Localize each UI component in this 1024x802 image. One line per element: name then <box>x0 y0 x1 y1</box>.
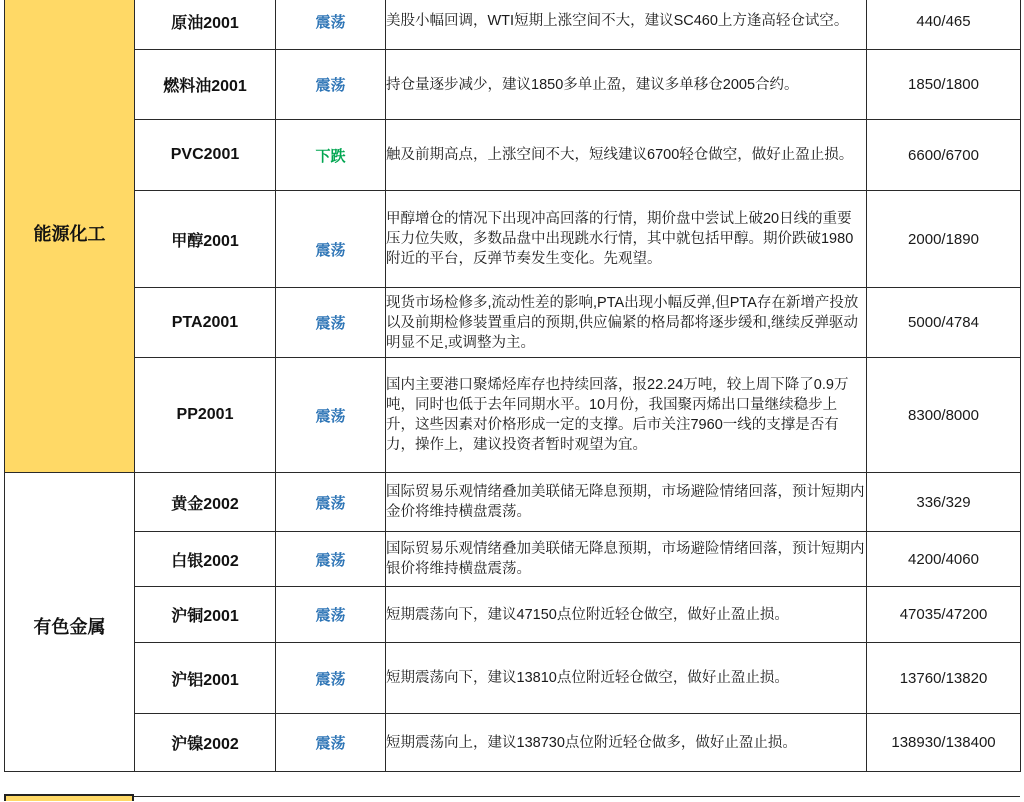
table-row <box>5 0 1021 50</box>
product-name: 沪铜2001 <box>135 587 276 643</box>
trend-label: 震荡 <box>276 288 386 358</box>
futures-advice-table <box>4 0 1021 772</box>
advice-text: 持仓量逐步减少，建议1850多单止盈，建议多单移仓2005合约。 <box>386 50 867 120</box>
table-row <box>5 120 1021 191</box>
trend-label: 震荡 <box>276 50 386 120</box>
advice-text: 国内主要港口聚烯烃库存也持续回落，报22.24万吨，较上周下降了0.9万吨，同时也低于去年同期水平。10月份，我国聚丙烯出口量继续稳步上升，这些因素对价格形成一定的支撑。后市关注7960一线的支撑是否有力，操作上，建议投资者暂时观望为宜。 <box>386 358 867 473</box>
product-name: 沪铝2001 <box>135 643 276 714</box>
price-range: 5000/4784 <box>867 288 1021 358</box>
advice-text: 现货市场检修多,流动性差的影响,PTA出现小幅反弹,但PTA存在新增产投放以及前期检修装置重启的预期,供应偏紧的格局都将逐步缓和,继续反弹驱动明显不足,或调整为主。 <box>386 288 867 358</box>
product-name: PVC2001 <box>135 120 276 191</box>
section-label-energy-chem: 能源化工 <box>5 0 135 473</box>
advice-text: 美股小幅回调，WTI短期上涨空间不大，建议SC460上方逢高轻仓试空。 <box>386 0 867 50</box>
price-range: 138930/138400 <box>867 714 1021 772</box>
product-name: 黄金2002 <box>135 473 276 532</box>
price-range: 13760/13820 <box>867 643 1021 714</box>
table-row <box>5 714 1021 772</box>
price-range: 440/465 <box>867 0 1021 50</box>
section-label-nonferrous: 有色金属 <box>5 473 135 772</box>
product-name: PTA2001 <box>135 288 276 358</box>
price-range: 6600/6700 <box>867 120 1021 191</box>
price-range: 8300/8000 <box>867 358 1021 473</box>
table-row <box>5 587 1021 643</box>
price-range: 1850/1800 <box>867 50 1021 120</box>
price-range: 4200/4060 <box>867 532 1021 587</box>
table-row <box>5 288 1021 358</box>
advice-text: 国际贸易乐观情绪叠加美联储无降息预期，市场避险情绪回落，预计短期内金价将维持横盘震荡。 <box>386 473 867 532</box>
trend-label: 震荡 <box>276 587 386 643</box>
next-row-edge <box>134 796 1020 802</box>
table-row <box>5 358 1021 473</box>
product-name: 沪镍2002 <box>135 714 276 772</box>
product-name: PP2001 <box>135 358 276 473</box>
product-name: 甲醇2001 <box>135 191 276 288</box>
trend-label: 震荡 <box>276 0 386 50</box>
price-range: 336/329 <box>867 473 1021 532</box>
table-row <box>5 643 1021 714</box>
trend-label: 震荡 <box>276 358 386 473</box>
table-row <box>5 50 1021 120</box>
advice-text: 国际贸易乐观情绪叠加美联储无降息预期，市场避险情绪回落，预计短期内银价将维持横盘震荡。 <box>386 532 867 587</box>
price-range: 2000/1890 <box>867 191 1021 288</box>
trend-label: 震荡 <box>276 532 386 587</box>
advice-text: 触及前期高点，上涨空间不大，短线建议6700轻仓做空，做好止盈止损。 <box>386 120 867 191</box>
advice-text: 甲醇增仓的情况下出现冲高回落的行情，期价盘中尝试上破20日线的重要压力位失败，多数品盘中出现跳水行情，其中就包括甲醇。期价跌破1980附近的平台，反弹节奏发生变化。先观望。 <box>386 191 867 288</box>
table-row <box>5 532 1021 587</box>
advice-text: 短期震荡向下，建议47150点位附近轻仓做空，做好止盈止损。 <box>386 587 867 643</box>
next-section-label-edge <box>4 794 134 801</box>
advice-text: 短期震荡向下，建议13810点位附近轻仓做空，做好止盈止损。 <box>386 643 867 714</box>
trend-label: 震荡 <box>276 473 386 532</box>
advice-text: 短期震荡向上，建议138730点位附近轻仓做多，做好止盈止损。 <box>386 714 867 772</box>
product-name: 原油2001 <box>135 0 276 50</box>
price-range: 47035/47200 <box>867 587 1021 643</box>
product-name: 白银2002 <box>135 532 276 587</box>
table-row <box>5 473 1021 532</box>
table-row <box>5 191 1021 288</box>
trend-label: 震荡 <box>276 714 386 772</box>
trend-label: 震荡 <box>276 643 386 714</box>
trend-label: 下跌 <box>276 120 386 191</box>
product-name: 燃料油2001 <box>135 50 276 120</box>
trend-label: 震荡 <box>276 191 386 288</box>
